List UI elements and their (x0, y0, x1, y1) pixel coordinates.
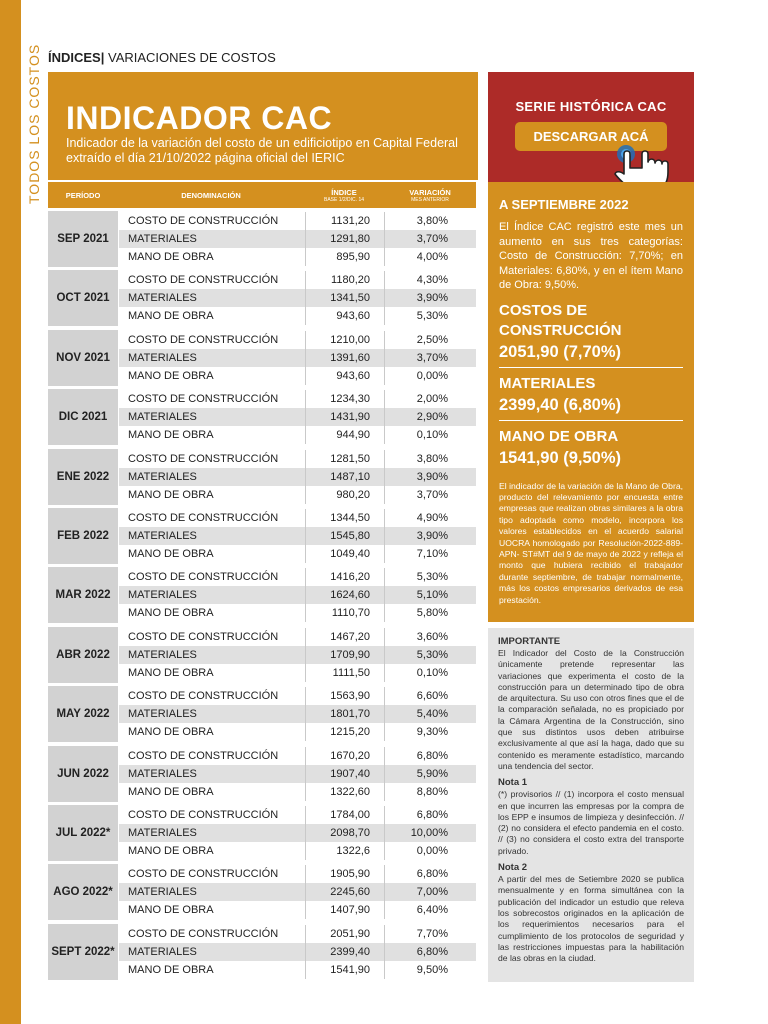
indice-cell: 1563,90 (305, 687, 384, 705)
page-title: INDICADOR CAC (66, 100, 333, 136)
table-row (119, 586, 476, 604)
table-row (119, 765, 476, 783)
column-header-indice-sub: BASE 1/2/DIC. 14 (323, 196, 365, 203)
indice-cell: 1545,80 (305, 527, 384, 545)
denominacion-cell: MANO DE OBRA (128, 963, 214, 976)
variacion-cell: 0,10% (384, 426, 476, 444)
variacion-cell: 2,00% (384, 390, 476, 408)
period-group (48, 211, 476, 267)
indice-cell: 1541,90 (305, 961, 384, 979)
period-group (48, 864, 476, 920)
indice-cell: 1391,60 (305, 349, 384, 367)
denominacion-cell: MATERIALES (128, 767, 197, 780)
indice-cell: 1344,50 (305, 509, 384, 527)
period-cell: FEB 2022 (48, 508, 118, 564)
indice-cell: 2245,60 (305, 883, 384, 901)
column-header-variacion-sub: MES ANTERIOR (411, 196, 449, 203)
variacion-cell: 5,30% (384, 646, 476, 664)
summary-text: El Índice CAC registró este mes un aumento en sus tres categorías: Costo de Construcción: 7,70%; en Materiales: 6,80%, y en el ítem Mano de Obra: 9,50%. (499, 221, 683, 291)
side-accent-bar (0, 0, 21, 1024)
indice-cell: 1407,90 (305, 901, 384, 919)
indice-cell: 1905,90 (305, 865, 384, 883)
period-group (48, 389, 476, 445)
indice-cell: 1180,20 (305, 271, 384, 289)
variacion-cell: 9,50% (384, 961, 476, 979)
table-row (119, 509, 476, 527)
column-header-indice-label: ÍNDICE (331, 187, 357, 197)
variacion-cell: 7,00% (384, 883, 476, 901)
denominacion-cell: MATERIALES (128, 411, 197, 424)
table-row (119, 604, 476, 622)
stat-value: 2399,40 (6,80%) (499, 395, 622, 414)
table-row (119, 783, 476, 801)
denominacion-cell: COSTO DE CONSTRUCCIÓN (128, 868, 279, 881)
indice-cell: 944,90 (305, 426, 384, 444)
table-row (119, 687, 476, 705)
variacion-cell: 6,60% (384, 687, 476, 705)
table-row (119, 468, 476, 486)
variacion-cell: 6,40% (384, 901, 476, 919)
indice-cell: 943,60 (305, 367, 384, 385)
indice-cell: 2399,40 (305, 943, 384, 961)
variacion-cell: 3,80% (384, 450, 476, 468)
side-section-label: TODOS LOS COSTOS (26, 43, 42, 204)
table-row (119, 390, 476, 408)
variacion-cell: 6,80% (384, 865, 476, 883)
period-cell: SEP 2021 (48, 211, 118, 267)
variacion-cell: 3,90% (384, 289, 476, 307)
period-cell: OCT 2021 (48, 270, 118, 326)
indice-cell: 1670,20 (305, 747, 384, 765)
period-cell: JUL 2022* (48, 805, 118, 861)
table-row (119, 289, 476, 307)
indice-cell: 1111,50 (305, 664, 384, 682)
period-cell: NOV 2021 (48, 330, 118, 386)
table-row (119, 705, 476, 723)
stat-label: COSTOS DE CONSTRUCCIÓN (499, 301, 622, 339)
table-row (119, 486, 476, 504)
column-header-denominacion: DENOMINACIÓN (181, 190, 241, 200)
stat-value: 1541,90 (9,50%) (499, 448, 622, 467)
table-row (119, 230, 476, 248)
variacion-cell: 4,30% (384, 271, 476, 289)
indice-cell: 1624,60 (305, 586, 384, 604)
title-banner (48, 72, 478, 180)
table-row (119, 450, 476, 468)
column-header-periodo: PERÍODO (65, 190, 101, 200)
period-cell: SEPT 2022* (48, 924, 118, 980)
indice-cell: 1322,6 (305, 842, 384, 860)
serie-historica-title: SERIE HISTÓRICA CAC (515, 99, 667, 114)
denominacion-cell: MANO DE OBRA (128, 904, 214, 917)
indice-cell: 895,90 (305, 248, 384, 266)
table-row (119, 901, 476, 919)
notes-panel (488, 628, 694, 982)
stat-value: 2051,90 (7,70%) (499, 342, 622, 361)
variacion-cell: 4,90% (384, 509, 476, 527)
table-row (119, 545, 476, 563)
nota2-title: Nota 2 (498, 862, 528, 874)
stat-costos (499, 301, 683, 368)
table-row (119, 527, 476, 545)
table-row (119, 426, 476, 444)
table-row (119, 806, 476, 824)
indice-cell: 1322,60 (305, 783, 384, 801)
period-group (48, 567, 476, 623)
indice-cell: 1487,10 (305, 468, 384, 486)
variacion-cell: 5,30% (384, 307, 476, 325)
stat-materiales (499, 374, 683, 421)
table-row (119, 664, 476, 682)
period-group (48, 924, 476, 980)
variacion-cell: 3,60% (384, 628, 476, 646)
denominacion-cell: COSTO DE CONSTRUCCIÓN (128, 630, 279, 643)
importante-title: IMPORTANTE (498, 636, 561, 647)
period-cell: JUN 2022 (48, 746, 118, 802)
denominacion-cell: MANO DE OBRA (128, 726, 214, 739)
indice-cell: 1467,20 (305, 628, 384, 646)
denominacion-cell: MATERIALES (128, 292, 197, 305)
variacion-cell: 7,70% (384, 925, 476, 943)
denominacion-cell: COSTO DE CONSTRUCCIÓN (128, 927, 279, 940)
variacion-cell: 3,70% (384, 230, 476, 248)
indice-cell: 1291,80 (305, 230, 384, 248)
stat-label: MANO DE OBRA (499, 427, 619, 445)
indice-cell: 1784,00 (305, 806, 384, 824)
importante-text: El Indicador del Costo de la Construcción únicamente pretende representar las variaciones que experimenta el costo de la construcción para un determinado tipo de obra de arquitectura. Su uso con otros fines que el de la comparación señalada, no es propiciado por la Cámara Argentina de la Construcción, sino que sus distintos usos deben atribuirse exclusivamente al que así la haga, dado que su contenido es meramente estadístico, marcando una tendencia del sector. (498, 648, 684, 771)
table-row (119, 883, 476, 901)
denominacion-cell: MANO DE OBRA (128, 429, 214, 442)
indice-cell: 1281,50 (305, 450, 384, 468)
table-row (119, 865, 476, 883)
denominacion-cell: MATERIALES (128, 530, 197, 542)
variacion-cell: 0,00% (384, 842, 476, 860)
denominacion-cell: COSTO DE CONSTRUCCIÓN (128, 393, 279, 406)
download-button[interactable]: DESCARGAR ACÁ (515, 122, 666, 151)
denominacion-cell: MATERIALES (128, 589, 197, 602)
denominacion-cell: MANO DE OBRA (128, 845, 214, 857)
table-row (119, 723, 476, 741)
variacion-cell: 6,80% (384, 747, 476, 765)
variacion-cell: 0,10% (384, 664, 476, 682)
variacion-cell: 5,40% (384, 705, 476, 723)
table-row (119, 212, 476, 230)
denominacion-cell: MATERIALES (128, 351, 197, 364)
table-row (119, 824, 476, 842)
denominacion-cell: MATERIALES (128, 708, 197, 721)
denominacion-cell: MANO DE OBRA (128, 369, 214, 382)
denominacion-cell: COSTO DE CONSTRUCCIÓN (128, 749, 279, 762)
variacion-cell: 5,80% (384, 604, 476, 622)
period-group (48, 270, 476, 326)
table-row (119, 646, 476, 664)
variacion-cell: 3,90% (384, 468, 476, 486)
indice-cell: 1234,30 (305, 390, 384, 408)
column-header-variacion (384, 188, 476, 203)
denominacion-cell: COSTO DE CONSTRUCCIÓN (128, 215, 279, 227)
summary-heading: A SEPTIEMBRE 2022 (499, 197, 629, 212)
indice-cell: 1215,20 (305, 723, 384, 741)
variacion-cell: 9,30% (384, 723, 476, 741)
table-row (119, 925, 476, 943)
indice-cell: 943,60 (305, 307, 384, 325)
variacion-cell: 7,10% (384, 545, 476, 563)
table-row (119, 408, 476, 426)
denominacion-cell: COSTO DE CONSTRUCCIÓN (128, 512, 279, 524)
indice-cell: 1801,70 (305, 705, 384, 723)
variacion-cell: 3,70% (384, 349, 476, 367)
summary-panel (488, 182, 694, 622)
period-group (48, 805, 476, 861)
table-row (119, 349, 476, 367)
table-row (119, 307, 476, 325)
denominacion-cell: MATERIALES (128, 886, 197, 899)
denominacion-cell: COSTO DE CONSTRUCCIÓN (128, 333, 279, 346)
indice-cell: 1049,40 (305, 545, 384, 563)
variacion-cell: 2,50% (384, 331, 476, 349)
denominacion-cell: COSTO DE CONSTRUCCIÓN (128, 690, 279, 703)
denominacion-cell: COSTO DE CONSTRUCCIÓN (128, 571, 279, 584)
nota2-text: A partir del mes de Setiembre 2020 se publica mensualmente y en forma simultánea con la publicación del indicador un estudio que releva los sobrecostos originados en la aplicación de los requerimientos necesarios para el cumplimiento de los protocolos de seguridad y las restricciones impuestas para la habilitación de las obras en la ciudad. (498, 874, 684, 964)
denominacion-cell: MANO DE OBRA (128, 548, 214, 560)
table-row (119, 331, 476, 349)
period-cell: ENE 2022 (48, 449, 118, 505)
table-row (119, 961, 476, 979)
variacion-cell: 3,70% (384, 486, 476, 504)
indice-cell: 1431,90 (305, 408, 384, 426)
denominacion-cell: MANO DE OBRA (128, 666, 214, 679)
indice-cell: 1210,00 (305, 331, 384, 349)
denominacion-cell: MATERIALES (128, 827, 197, 839)
page-description: Indicador de la variación del costo de un edificiotipo en Capital Federal extraído el día 21/10/2022 página oficial del IERIC (66, 136, 458, 165)
indice-cell: 1110,70 (305, 604, 384, 622)
column-header-indice (304, 188, 384, 203)
stat-mano-de-obra (499, 427, 683, 473)
period-group (48, 746, 476, 802)
period-cell: ABR 2022 (48, 627, 118, 683)
breadcrumb-separator: | (100, 50, 105, 65)
variacion-cell: 5,30% (384, 568, 476, 586)
variacion-cell: 4,00% (384, 248, 476, 266)
breadcrumb-section: ÍNDICES (48, 50, 101, 65)
table-row (119, 943, 476, 961)
period-group (48, 449, 476, 505)
period-cell: MAR 2022 (48, 567, 118, 623)
summary-text-secondary: El indicador de la variación de la Mano de Obra, producto del relevamiento por encuesta entre empresas que realizan obras similares a la obra tipo adoptada como modelo, incorpora los valores establecidos en el acuerdo salarial UOCRA homologado por Resolución-2022-889-APN- ST#MT del 9 de mayo de 2022 y refleja el monto que hubiera recibido el trabajador durante septiembre, de trabajar normalmente, más los costos empresarios derivados de esa prestación. (499, 480, 683, 605)
indice-cell: 980,20 (305, 486, 384, 504)
variacion-cell: 5,90% (384, 765, 476, 783)
period-cell: DIC 2021 (48, 389, 118, 445)
variacion-cell: 0,00% (384, 367, 476, 385)
period-group (48, 627, 476, 683)
period-group (48, 330, 476, 386)
period-cell: MAY 2022 (48, 686, 118, 742)
denominacion-cell: COSTO DE CONSTRUCCIÓN (128, 809, 279, 821)
indice-cell: 1709,90 (305, 646, 384, 664)
period-cell: AGO 2022* (48, 864, 118, 920)
table-row (119, 367, 476, 385)
denominacion-cell: MATERIALES (128, 470, 197, 483)
denominacion-cell: MATERIALES (128, 233, 197, 245)
variacion-cell: 5,10% (384, 586, 476, 604)
table-row (119, 747, 476, 765)
variacion-cell: 10,00% (384, 824, 476, 842)
denominacion-cell: COSTO DE CONSTRUCCIÓN (128, 452, 279, 465)
table-row (119, 628, 476, 646)
column-header-variacion-label: VARIACIÓN (409, 187, 451, 197)
variacion-cell: 3,90% (384, 527, 476, 545)
nota1-title: Nota 1 (498, 777, 528, 789)
denominacion-cell: COSTO DE CONSTRUCCIÓN (128, 274, 279, 287)
denominacion-cell: MATERIALES (128, 648, 197, 661)
breadcrumb (48, 50, 276, 65)
variacion-cell: 8,80% (384, 783, 476, 801)
variacion-cell: 6,80% (384, 806, 476, 824)
indice-cell: 1907,40 (305, 765, 384, 783)
indice-cell: 1341,50 (305, 289, 384, 307)
denominacion-cell: MANO DE OBRA (128, 607, 214, 620)
denominacion-cell: MANO DE OBRA (128, 785, 214, 798)
table-row (119, 248, 476, 266)
denominacion-cell: MANO DE OBRA (128, 488, 214, 501)
indice-cell: 1131,20 (305, 212, 384, 230)
indice-cell: 2098,70 (305, 824, 384, 842)
variacion-cell: 6,80% (384, 943, 476, 961)
denominacion-cell: MATERIALES (128, 945, 197, 958)
period-group (48, 508, 476, 564)
period-group (48, 686, 476, 742)
denominacion-cell: MANO DE OBRA (128, 310, 214, 323)
denominacion-cell: MANO DE OBRA (128, 251, 214, 263)
table-row (119, 568, 476, 586)
stat-label: MATERIALES (499, 374, 596, 392)
breadcrumb-subtitle: VARIACIONES DE COSTOS (108, 50, 276, 65)
indice-cell: 2051,90 (305, 925, 384, 943)
nota1-text: (*) provisorios // (1) incorpora el costo mensual en que incurren las empresas por la compra de los EPP e insumos de limpieza y desinfección. // (2) no considera el efecto pandemia en el costo. // (3) no considera el costo extra del transporte privado. (498, 789, 684, 856)
variacion-cell: 2,90% (384, 408, 476, 426)
table-header (48, 182, 476, 208)
table-row (119, 842, 476, 860)
table-row (119, 271, 476, 289)
indice-cell: 1416,20 (305, 568, 384, 586)
variacion-cell: 3,80% (384, 212, 476, 230)
